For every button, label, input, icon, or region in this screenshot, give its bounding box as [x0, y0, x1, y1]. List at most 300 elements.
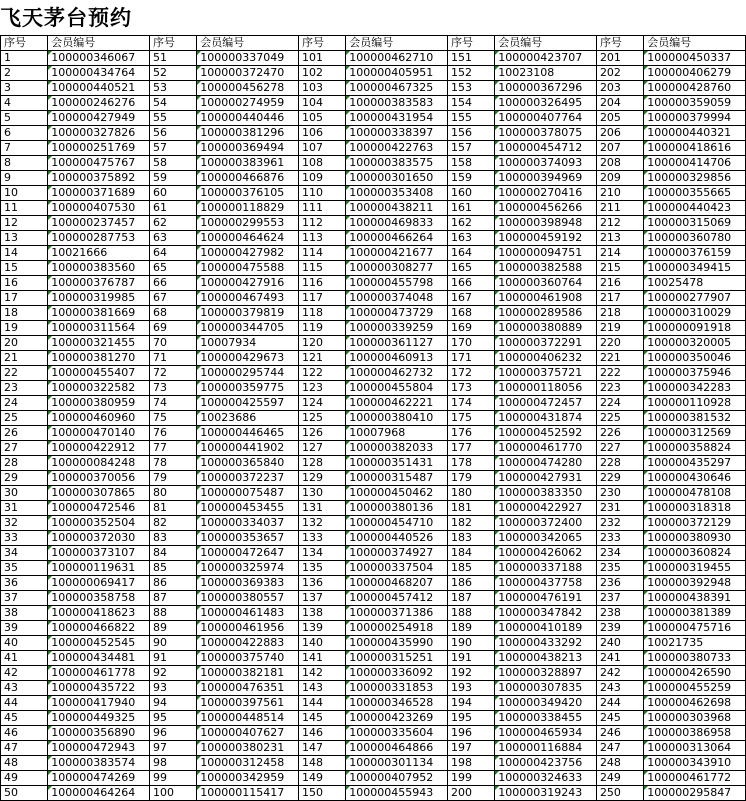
member-id-cell[interactable]: 100000372470	[197, 66, 299, 81]
member-id-cell[interactable]: 100000319985	[48, 291, 150, 306]
member-id-cell[interactable]: 100000434764	[48, 66, 150, 81]
member-id-cell[interactable]: 100000339259	[346, 321, 448, 336]
member-id-cell[interactable]: 100000397561	[197, 696, 299, 711]
member-id-cell[interactable]: 100000417940	[48, 696, 150, 711]
index-cell[interactable]: 201	[596, 51, 643, 66]
member-id-cell[interactable]: 100000373107	[48, 546, 150, 561]
index-cell[interactable]: 121	[298, 351, 345, 366]
member-id-cell[interactable]: 100000301650	[346, 171, 448, 186]
member-id-cell[interactable]: 100000382588	[495, 261, 597, 276]
member-id-cell[interactable]: 100000462698	[644, 696, 746, 711]
index-cell[interactable]: 30	[1, 486, 48, 501]
index-cell[interactable]: 22	[1, 366, 48, 381]
index-cell[interactable]: 91	[149, 651, 196, 666]
member-id-cell[interactable]: 100000374093	[495, 156, 597, 171]
member-id-cell[interactable]: 100000307835	[495, 681, 597, 696]
member-id-cell[interactable]: 100000407764	[495, 111, 597, 126]
index-cell[interactable]: 155	[447, 111, 494, 126]
member-id-cell[interactable]: 100000315487	[346, 471, 448, 486]
index-cell[interactable]: 62	[149, 216, 196, 231]
index-cell[interactable]: 129	[298, 471, 345, 486]
index-cell[interactable]: 32	[1, 516, 48, 531]
index-cell[interactable]: 207	[596, 141, 643, 156]
member-id-cell[interactable]: 100000359059	[644, 96, 746, 111]
member-id-cell[interactable]: 10021735	[644, 636, 746, 651]
index-cell[interactable]: 53	[149, 81, 196, 96]
index-cell[interactable]: 249	[596, 771, 643, 786]
index-cell[interactable]: 215	[596, 261, 643, 276]
member-id-cell[interactable]: 100000452545	[48, 636, 150, 651]
index-cell[interactable]: 160	[447, 186, 494, 201]
member-id-cell[interactable]: 100000466876	[197, 171, 299, 186]
member-id-cell[interactable]: 100000338397	[346, 126, 448, 141]
member-id-cell[interactable]: 100000425597	[197, 396, 299, 411]
index-cell[interactable]: 90	[149, 636, 196, 651]
member-id-cell[interactable]: 100000356890	[48, 726, 150, 741]
member-id-cell[interactable]: 100000455804	[346, 381, 448, 396]
index-cell[interactable]: 245	[596, 711, 643, 726]
index-cell[interactable]: 48	[1, 756, 48, 771]
index-cell[interactable]: 84	[149, 546, 196, 561]
member-id-cell[interactable]: 100000435297	[644, 456, 746, 471]
index-cell[interactable]: 104	[298, 96, 345, 111]
member-id-cell[interactable]: 100000427916	[197, 276, 299, 291]
member-id-cell[interactable]: 100000468207	[346, 576, 448, 591]
member-id-cell[interactable]: 100000435990	[346, 636, 448, 651]
index-cell[interactable]: 196	[447, 726, 494, 741]
index-cell[interactable]: 188	[447, 606, 494, 621]
header-cell-member-id[interactable]: 会员编号	[346, 36, 448, 51]
member-id-cell[interactable]: 100000380557	[197, 591, 299, 606]
member-id-cell[interactable]: 100000465934	[495, 726, 597, 741]
index-cell[interactable]: 200	[447, 786, 494, 801]
index-cell[interactable]: 24	[1, 396, 48, 411]
member-id-cell[interactable]: 100000461778	[48, 666, 150, 681]
member-id-cell[interactable]: 100000469833	[346, 216, 448, 231]
member-id-cell[interactable]: 100000336092	[346, 666, 448, 681]
header-cell-index[interactable]: 序号	[596, 36, 643, 51]
index-cell[interactable]: 42	[1, 666, 48, 681]
member-id-cell[interactable]: 100000378075	[495, 126, 597, 141]
member-id-cell[interactable]: 100000367296	[495, 81, 597, 96]
index-cell[interactable]: 107	[298, 141, 345, 156]
index-cell[interactable]: 124	[298, 396, 345, 411]
index-cell[interactable]: 54	[149, 96, 196, 111]
member-id-cell[interactable]: 100000422763	[346, 141, 448, 156]
member-id-cell[interactable]: 100000454710	[346, 516, 448, 531]
member-id-cell[interactable]: 100000303968	[644, 711, 746, 726]
member-id-cell[interactable]: 100000435722	[48, 681, 150, 696]
index-cell[interactable]: 230	[596, 486, 643, 501]
index-cell[interactable]: 228	[596, 456, 643, 471]
member-id-cell[interactable]: 100000075487	[197, 486, 299, 501]
member-id-cell[interactable]: 100000406279	[644, 66, 746, 81]
index-cell[interactable]: 221	[596, 351, 643, 366]
index-cell[interactable]: 27	[1, 441, 48, 456]
index-cell[interactable]: 135	[298, 561, 345, 576]
index-cell[interactable]: 173	[447, 381, 494, 396]
index-cell[interactable]: 89	[149, 621, 196, 636]
index-cell[interactable]: 178	[447, 456, 494, 471]
member-id-cell[interactable]: 100000423756	[495, 756, 597, 771]
index-cell[interactable]: 175	[447, 411, 494, 426]
index-cell[interactable]: 179	[447, 471, 494, 486]
index-cell[interactable]: 156	[447, 126, 494, 141]
member-id-cell[interactable]: 100000426062	[495, 546, 597, 561]
member-id-cell[interactable]: 100000407952	[346, 771, 448, 786]
index-cell[interactable]: 36	[1, 576, 48, 591]
member-id-cell[interactable]: 100000434481	[48, 651, 150, 666]
member-id-cell[interactable]: 100000473729	[346, 306, 448, 321]
member-id-cell[interactable]: 100000461770	[495, 441, 597, 456]
member-id-cell[interactable]: 100000383961	[197, 156, 299, 171]
member-id-cell[interactable]: 100000319243	[495, 786, 597, 801]
index-cell[interactable]: 16	[1, 276, 48, 291]
index-cell[interactable]: 108	[298, 156, 345, 171]
member-id-cell[interactable]: 100000478108	[644, 486, 746, 501]
index-cell[interactable]: 218	[596, 306, 643, 321]
index-cell[interactable]: 134	[298, 546, 345, 561]
index-cell[interactable]: 38	[1, 606, 48, 621]
member-id-cell[interactable]: 100000337504	[346, 561, 448, 576]
member-id-cell[interactable]: 100000433292	[495, 636, 597, 651]
member-id-cell[interactable]: 100000456266	[495, 201, 597, 216]
index-cell[interactable]: 148	[298, 756, 345, 771]
index-cell[interactable]: 8	[1, 156, 48, 171]
index-cell[interactable]: 186	[447, 576, 494, 591]
index-cell[interactable]: 9	[1, 171, 48, 186]
member-id-cell[interactable]: 100000337188	[495, 561, 597, 576]
member-id-cell[interactable]: 100000462732	[346, 366, 448, 381]
member-id-cell[interactable]: 100000423269	[346, 711, 448, 726]
index-cell[interactable]: 203	[596, 81, 643, 96]
member-id-cell[interactable]: 100000116884	[495, 741, 597, 756]
index-cell[interactable]: 237	[596, 591, 643, 606]
index-cell[interactable]: 101	[298, 51, 345, 66]
index-cell[interactable]: 12	[1, 216, 48, 231]
index-cell[interactable]: 102	[298, 66, 345, 81]
member-id-cell[interactable]: 100000365840	[197, 456, 299, 471]
index-cell[interactable]: 40	[1, 636, 48, 651]
member-id-cell[interactable]: 100000287753	[48, 231, 150, 246]
member-id-cell[interactable]: 100000380959	[48, 396, 150, 411]
member-id-cell[interactable]: 10007968	[346, 426, 448, 441]
index-cell[interactable]: 81	[149, 501, 196, 516]
member-id-cell[interactable]: 100000459192	[495, 231, 597, 246]
member-id-cell[interactable]: 100000476351	[197, 681, 299, 696]
index-cell[interactable]: 3	[1, 81, 48, 96]
index-cell[interactable]: 205	[596, 111, 643, 126]
member-id-cell[interactable]: 100000118056	[495, 381, 597, 396]
member-id-cell[interactable]: 100000472546	[48, 501, 150, 516]
member-id-cell[interactable]: 100000237457	[48, 216, 150, 231]
index-cell[interactable]: 75	[149, 411, 196, 426]
member-id-cell[interactable]: 100000372030	[48, 531, 150, 546]
member-id-cell[interactable]: 100000312458	[197, 756, 299, 771]
member-id-cell[interactable]: 100000382181	[197, 666, 299, 681]
index-cell[interactable]: 116	[298, 276, 345, 291]
index-cell[interactable]: 185	[447, 561, 494, 576]
index-cell[interactable]: 29	[1, 471, 48, 486]
member-id-cell[interactable]: 100000251769	[48, 141, 150, 156]
member-id-cell[interactable]: 100000311564	[48, 321, 150, 336]
index-cell[interactable]: 224	[596, 396, 643, 411]
member-id-cell[interactable]: 100000450462	[346, 486, 448, 501]
index-cell[interactable]: 220	[596, 336, 643, 351]
index-cell[interactable]: 226	[596, 426, 643, 441]
member-id-cell[interactable]: 100000381296	[197, 126, 299, 141]
member-id-cell[interactable]: 100000464624	[197, 231, 299, 246]
index-cell[interactable]: 97	[149, 741, 196, 756]
index-cell[interactable]: 31	[1, 501, 48, 516]
index-cell[interactable]: 125	[298, 411, 345, 426]
member-id-cell[interactable]: 100000360780	[644, 231, 746, 246]
member-id-cell[interactable]: 10025478	[644, 276, 746, 291]
index-cell[interactable]: 189	[447, 621, 494, 636]
member-id-cell[interactable]: 100000440321	[644, 126, 746, 141]
index-cell[interactable]: 154	[447, 96, 494, 111]
index-cell[interactable]: 244	[596, 696, 643, 711]
member-id-cell[interactable]: 100000372291	[495, 336, 597, 351]
index-cell[interactable]: 20	[1, 336, 48, 351]
member-id-cell[interactable]: 100000455943	[346, 786, 448, 801]
index-cell[interactable]: 66	[149, 276, 196, 291]
index-cell[interactable]: 92	[149, 666, 196, 681]
member-id-cell[interactable]: 100000371689	[48, 186, 150, 201]
index-cell[interactable]: 83	[149, 531, 196, 546]
member-id-cell[interactable]: 100000277907	[644, 291, 746, 306]
member-id-cell[interactable]: 100000315251	[346, 651, 448, 666]
member-id-cell[interactable]: 100000381532	[644, 411, 746, 426]
member-id-cell[interactable]: 100000369383	[197, 576, 299, 591]
index-cell[interactable]: 82	[149, 516, 196, 531]
index-cell[interactable]: 197	[447, 741, 494, 756]
member-id-cell[interactable]: 10023686	[197, 411, 299, 426]
index-cell[interactable]: 10	[1, 186, 48, 201]
index-cell[interactable]: 19	[1, 321, 48, 336]
index-cell[interactable]: 35	[1, 561, 48, 576]
index-cell[interactable]: 250	[596, 786, 643, 801]
member-id-cell[interactable]: 100000312569	[644, 426, 746, 441]
member-id-cell[interactable]: 100000448514	[197, 711, 299, 726]
index-cell[interactable]: 26	[1, 426, 48, 441]
index-cell[interactable]: 147	[298, 741, 345, 756]
index-cell[interactable]: 142	[298, 666, 345, 681]
member-id-cell[interactable]: 100000321455	[48, 336, 150, 351]
member-id-cell[interactable]: 100000475767	[48, 156, 150, 171]
index-cell[interactable]: 47	[1, 741, 48, 756]
member-id-cell[interactable]: 100000440423	[644, 201, 746, 216]
index-cell[interactable]: 239	[596, 621, 643, 636]
index-cell[interactable]: 95	[149, 711, 196, 726]
member-id-cell[interactable]: 100000355665	[644, 186, 746, 201]
index-cell[interactable]: 11	[1, 201, 48, 216]
member-id-cell[interactable]: 100000438391	[644, 591, 746, 606]
member-id-cell[interactable]: 100000431954	[346, 111, 448, 126]
index-cell[interactable]: 159	[447, 171, 494, 186]
member-id-cell[interactable]: 100000371386	[346, 606, 448, 621]
member-id-cell[interactable]: 100000329856	[644, 171, 746, 186]
index-cell[interactable]: 222	[596, 366, 643, 381]
member-id-cell[interactable]: 100000470140	[48, 426, 150, 441]
index-cell[interactable]: 183	[447, 531, 494, 546]
index-cell[interactable]: 170	[447, 336, 494, 351]
member-id-cell[interactable]: 100000461908	[495, 291, 597, 306]
member-id-cell[interactable]: 100000346528	[346, 696, 448, 711]
index-cell[interactable]: 77	[149, 441, 196, 456]
index-cell[interactable]: 195	[447, 711, 494, 726]
member-id-cell[interactable]: 100000376105	[197, 186, 299, 201]
index-cell[interactable]: 115	[298, 261, 345, 276]
member-id-cell[interactable]: 100000428760	[644, 81, 746, 96]
header-cell-index[interactable]: 序号	[149, 36, 196, 51]
index-cell[interactable]: 50	[1, 786, 48, 801]
member-id-cell[interactable]: 100000370056	[48, 471, 150, 486]
member-id-cell[interactable]: 100000335604	[346, 726, 448, 741]
member-id-cell[interactable]: 100000347842	[495, 606, 597, 621]
member-id-cell[interactable]: 100000254918	[346, 621, 448, 636]
member-id-cell[interactable]: 100000383575	[346, 156, 448, 171]
member-id-cell[interactable]: 100000376159	[644, 246, 746, 261]
index-cell[interactable]: 106	[298, 126, 345, 141]
index-cell[interactable]: 63	[149, 231, 196, 246]
index-cell[interactable]: 57	[149, 141, 196, 156]
index-cell[interactable]: 240	[596, 636, 643, 651]
index-cell[interactable]: 143	[298, 681, 345, 696]
member-id-cell[interactable]: 100000466822	[48, 621, 150, 636]
member-id-cell[interactable]: 100000350046	[644, 351, 746, 366]
index-cell[interactable]: 39	[1, 621, 48, 636]
index-cell[interactable]: 166	[447, 276, 494, 291]
index-cell[interactable]: 193	[447, 681, 494, 696]
index-cell[interactable]: 139	[298, 621, 345, 636]
member-id-cell[interactable]: 100000110928	[644, 396, 746, 411]
index-cell[interactable]: 225	[596, 411, 643, 426]
member-id-cell[interactable]: 100000437758	[495, 576, 597, 591]
member-id-cell[interactable]: 100000115417	[197, 786, 299, 801]
member-id-cell[interactable]: 100000372400	[495, 516, 597, 531]
index-cell[interactable]: 69	[149, 321, 196, 336]
index-cell[interactable]: 138	[298, 606, 345, 621]
member-id-cell[interactable]: 100000380733	[644, 651, 746, 666]
index-cell[interactable]: 33	[1, 531, 48, 546]
index-cell[interactable]: 128	[298, 456, 345, 471]
index-cell[interactable]: 74	[149, 396, 196, 411]
index-cell[interactable]: 233	[596, 531, 643, 546]
member-id-cell[interactable]: 100000270416	[495, 186, 597, 201]
member-id-cell[interactable]: 100000379819	[197, 306, 299, 321]
member-id-cell[interactable]: 100000476191	[495, 591, 597, 606]
index-cell[interactable]: 141	[298, 651, 345, 666]
index-cell[interactable]: 88	[149, 606, 196, 621]
member-id-cell[interactable]: 100000274959	[197, 96, 299, 111]
member-id-cell[interactable]: 100000326495	[495, 96, 597, 111]
member-id-cell[interactable]: 100000349415	[644, 261, 746, 276]
member-id-cell[interactable]: 100000301134	[346, 756, 448, 771]
index-cell[interactable]: 21	[1, 351, 48, 366]
member-id-cell[interactable]: 100000455407	[48, 366, 150, 381]
member-id-cell[interactable]: 100000456278	[197, 81, 299, 96]
member-id-cell[interactable]: 100000380930	[644, 531, 746, 546]
member-id-cell[interactable]: 100000299553	[197, 216, 299, 231]
index-cell[interactable]: 52	[149, 66, 196, 81]
index-cell[interactable]: 126	[298, 426, 345, 441]
member-id-cell[interactable]: 100000360764	[495, 276, 597, 291]
header-cell-member-id[interactable]: 会员编号	[197, 36, 299, 51]
member-id-cell[interactable]: 100000315069	[644, 216, 746, 231]
index-cell[interactable]: 176	[447, 426, 494, 441]
member-id-cell[interactable]: 100000410189	[495, 621, 597, 636]
member-id-cell[interactable]: 100000358758	[48, 591, 150, 606]
index-cell[interactable]: 145	[298, 711, 345, 726]
index-cell[interactable]: 76	[149, 426, 196, 441]
member-id-cell[interactable]: 10023108	[495, 66, 597, 81]
index-cell[interactable]: 153	[447, 81, 494, 96]
index-cell[interactable]: 96	[149, 726, 196, 741]
index-cell[interactable]: 68	[149, 306, 196, 321]
member-id-cell[interactable]: 100000472943	[48, 741, 150, 756]
member-id-cell[interactable]: 100000376787	[48, 276, 150, 291]
index-cell[interactable]: 117	[298, 291, 345, 306]
member-id-cell[interactable]: 100000462710	[346, 51, 448, 66]
index-cell[interactable]: 46	[1, 726, 48, 741]
index-cell[interactable]: 131	[298, 501, 345, 516]
member-id-cell[interactable]: 100000334037	[197, 516, 299, 531]
member-id-cell[interactable]: 100000383350	[495, 486, 597, 501]
member-id-cell[interactable]: 100000372237	[197, 471, 299, 486]
index-cell[interactable]: 191	[447, 651, 494, 666]
member-id-cell[interactable]: 100000441902	[197, 441, 299, 456]
index-cell[interactable]: 2	[1, 66, 48, 81]
index-cell[interactable]: 223	[596, 381, 643, 396]
member-id-cell[interactable]: 100000381389	[644, 606, 746, 621]
index-cell[interactable]: 137	[298, 591, 345, 606]
index-cell[interactable]: 150	[298, 786, 345, 801]
member-id-cell[interactable]: 100000421677	[346, 246, 448, 261]
member-id-cell[interactable]: 100000449325	[48, 711, 150, 726]
index-cell[interactable]: 164	[447, 246, 494, 261]
index-cell[interactable]: 119	[298, 321, 345, 336]
member-id-cell[interactable]: 100000320005	[644, 336, 746, 351]
member-id-cell[interactable]: 100000353408	[346, 186, 448, 201]
member-id-cell[interactable]: 100000375740	[197, 651, 299, 666]
member-id-cell[interactable]: 100000446465	[197, 426, 299, 441]
member-id-cell[interactable]: 100000464264	[48, 786, 150, 801]
member-id-cell[interactable]: 100000374048	[346, 291, 448, 306]
index-cell[interactable]: 34	[1, 546, 48, 561]
member-id-cell[interactable]: 100000383560	[48, 261, 150, 276]
member-id-cell[interactable]: 100000344705	[197, 321, 299, 336]
index-cell[interactable]: 140	[298, 636, 345, 651]
member-id-cell[interactable]: 100000069417	[48, 576, 150, 591]
member-id-cell[interactable]: 100000461483	[197, 606, 299, 621]
member-id-cell[interactable]: 100000455798	[346, 276, 448, 291]
member-id-cell[interactable]: 100000467493	[197, 291, 299, 306]
index-cell[interactable]: 120	[298, 336, 345, 351]
index-cell[interactable]: 41	[1, 651, 48, 666]
index-cell[interactable]: 58	[149, 156, 196, 171]
member-id-cell[interactable]: 100000467325	[346, 81, 448, 96]
index-cell[interactable]: 214	[596, 246, 643, 261]
member-id-cell[interactable]: 100000369494	[197, 141, 299, 156]
index-cell[interactable]: 161	[447, 201, 494, 216]
member-id-cell[interactable]: 100000084248	[48, 456, 150, 471]
index-cell[interactable]: 98	[149, 756, 196, 771]
member-id-cell[interactable]: 100000398948	[495, 216, 597, 231]
member-id-cell[interactable]: 100000346067	[48, 51, 150, 66]
index-cell[interactable]: 246	[596, 726, 643, 741]
index-cell[interactable]: 238	[596, 606, 643, 621]
